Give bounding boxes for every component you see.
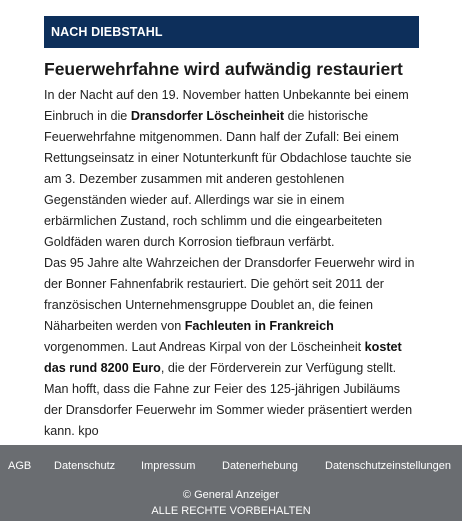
footer-link-agb[interactable]: AGB [8, 460, 32, 472]
article-paragraph-1 [44, 85, 419, 253]
footer-link-datenerhebung[interactable]: Datenerhebung [222, 460, 298, 472]
bold-text: kostet das rund 8200 Euro [44, 340, 402, 375]
footer-rights-reserved: ALLE RECHTE VORBEHALTEN [151, 505, 311, 517]
site-footer [0, 445, 462, 521]
paragraph-text: , die der Förderverein zur Verfügung stellt. Man hofft, dass die Fahne zur Feier des 125-jährigen Jubiläums der Dransdorfer Feuerwehr im Sommer wieder präsentiert werden kann. kpo [44, 361, 413, 438]
footer-nav [0, 458, 462, 474]
paragraph-text: In der Nacht auf den 19. November hatten Unbekannte bei einem Einbruch in die [44, 88, 409, 123]
article-kicker: NACH DIEBSTAHL [44, 16, 419, 48]
footer-link-impressum[interactable]: Impressum [141, 460, 196, 472]
article-body [44, 85, 419, 442]
bold-text: Fachleuten in Frankreich [184, 319, 334, 333]
footer-link-datenschutz[interactable]: Datenschutz [54, 460, 116, 472]
article [44, 16, 419, 442]
paragraph-text: die historische Feuerwehrfahne mitgenommen. Dann half der Zufall: Bei einem Rettungseinsatz in einer Notunterkunft für Obdachlose tauchte sie am 3. Dezember zusammen mit anderen gestohlenen Gegenständen wieder auf. Allerdings war sie in einem erbärmlichen Zustand, roch schlimm und die eingearbeiteten Goldfäden waren durch Korrosion tiefbraun verfärbt. [44, 109, 412, 249]
bold-text: Dransdorfer Löscheinheit [130, 109, 285, 123]
paragraph-text: vorgenommen. Laut Andreas Kirpal von der Löscheinheit [44, 340, 365, 354]
article-paragraph-2 [44, 253, 419, 442]
footer-copyright: © General Anzeiger [182, 489, 280, 501]
footer-link-datenschutzeinstellungen[interactable]: Datenschutzeinstellungen [325, 460, 451, 472]
article-headline: Feuerwehrfahne wird aufwändig restauriert [44, 59, 403, 79]
paragraph-text: Das 95 Jahre alte Wahrzeichen der Dransdorfer Feuerwehr wird in der Bonner Fahnenfabrik restauriert. Die gehört seit 2011 der französischen Unternehmensgruppe Doublet an, die feinen Näharbeiten werden von [44, 256, 415, 333]
